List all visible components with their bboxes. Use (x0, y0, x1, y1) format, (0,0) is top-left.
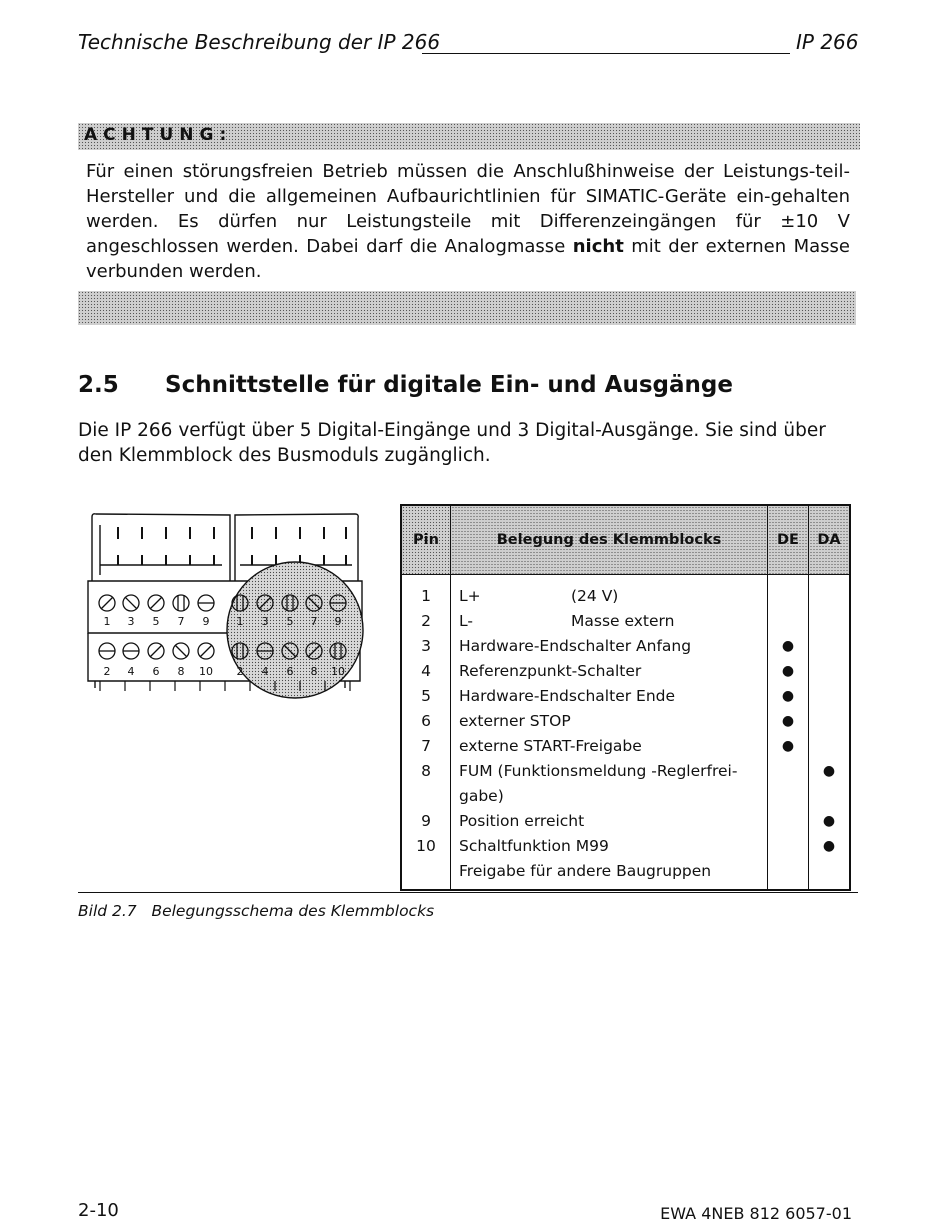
da-marker (809, 858, 851, 890)
pin-function: externer STOP (451, 708, 768, 733)
pin-function: Hardware-Endschalter Ende (451, 683, 768, 708)
pin-number: 9 (401, 808, 451, 833)
pin-number: 7 (401, 733, 451, 758)
figure-caption (78, 902, 434, 920)
terminal-label-bottom: 10 (199, 665, 213, 678)
section-title: Schnittstelle für digitale Ein- und Ausgänge (165, 372, 733, 398)
note-label: ACHTUNG: (84, 125, 233, 145)
table-row (401, 783, 850, 808)
note-text-part-a: Für einen störungsfreien Betrieb müssen die Anschlußhinweise der Leistungs-teil-Hersteller und die allgemeinen Aufbaurichtlinien für SIMATIC-Geräte ein-gehalten werden. Es dürfen nur Leistungsteile mit Differenzeingängen für ±10 V angeschlossen werden. Dabei darf die Analogmasse (86, 161, 850, 257)
table-row (401, 808, 850, 833)
terminal-block-drawing (80, 505, 375, 705)
table-row (401, 708, 850, 733)
pin-function-text: L- (459, 611, 473, 630)
terminal-label-top: 1 (236, 615, 244, 628)
pin-number: 5 (401, 683, 451, 708)
de-marker: ● (768, 658, 809, 683)
de-marker (768, 783, 809, 808)
terminal-label-top: 5 (286, 615, 294, 628)
terminal-label-top: 3 (261, 615, 269, 628)
note-text-emphasis: nicht (572, 236, 624, 257)
table-row (401, 575, 850, 609)
figure-caption-text: Belegungsschema des Klemmblocks (151, 902, 435, 920)
pin-number: 10 (401, 833, 451, 858)
running-header-title: Technische Beschreibung der IP 266 (78, 30, 441, 54)
pin-number (401, 783, 451, 808)
table-body (401, 575, 850, 891)
document-id: EWA 4NEB 812 6057-01 (660, 1204, 852, 1223)
terminal-label-top: 1 (103, 615, 111, 628)
pin-function: Position erreicht (451, 808, 768, 833)
table-row (401, 633, 850, 658)
note-label-bar (78, 123, 860, 150)
da-marker (809, 708, 851, 733)
de-marker: ● (768, 708, 809, 733)
terminal-label-bottom: 10 (331, 665, 345, 678)
de-marker (768, 758, 809, 783)
table-header-belegung: Belegung des Klemmblocks (451, 505, 768, 575)
pin-function: Referenzpunkt-Schalter (451, 658, 768, 683)
terminal-label-bottom: 6 (152, 665, 160, 678)
terminal-label-bottom: 4 (127, 665, 135, 678)
pin-assignment-table (400, 504, 851, 891)
de-marker: ● (768, 683, 809, 708)
terminal-label-top: 5 (152, 615, 160, 628)
pin-function: Schaltfunktion M99 (451, 833, 768, 858)
table-row (401, 683, 850, 708)
da-marker (809, 783, 851, 808)
pin-function (451, 608, 768, 633)
da-marker: ● (822, 837, 836, 854)
pin-number: 4 (401, 658, 451, 683)
de-marker: ● (768, 633, 809, 658)
pin-function: Freigabe für andere Baugruppen (451, 858, 768, 890)
de-marker (768, 608, 809, 633)
da-marker (809, 608, 851, 633)
table-row (401, 733, 850, 758)
note-text-part-b: mit der externen Masse verbunden werden. (86, 236, 850, 282)
pin-number: 6 (401, 708, 451, 733)
da-marker: ● (822, 812, 836, 829)
table-row (401, 858, 850, 890)
de-marker (768, 575, 809, 609)
de-marker: ● (768, 733, 809, 758)
table-row (401, 608, 850, 633)
da-marker (809, 683, 851, 708)
terminal-label-bottom: 8 (177, 665, 185, 678)
pin-function-detail: (24 V) (571, 586, 619, 605)
table-row (401, 658, 850, 683)
pin-function-text: L+ (459, 586, 481, 605)
header-rule (422, 53, 790, 54)
da-marker: ● (822, 762, 836, 779)
terminal-label-top: 7 (310, 615, 318, 628)
figure-caption-number: Bild 2.7 (78, 902, 137, 920)
pin-function: gabe) (451, 783, 768, 808)
pin-function-detail: Masse extern (571, 611, 675, 630)
de-marker (768, 808, 809, 833)
pin-number: 3 (401, 633, 451, 658)
pin-number: 8 (401, 758, 451, 783)
pin-number (401, 858, 451, 890)
terminal-label-bottom: 4 (261, 665, 269, 678)
terminal-label-bottom: 8 (310, 665, 318, 678)
table-header-da: DA (809, 505, 851, 575)
page-number: 2-10 (78, 1200, 119, 1221)
terminal-label-top: 3 (127, 615, 135, 628)
pin-function (451, 575, 768, 609)
pin-number: 1 (401, 575, 451, 609)
de-marker (768, 858, 809, 890)
terminal-label-bottom: 2 (103, 665, 111, 678)
pin-function: FUM (Funktionsmeldung -Reglerfrei- (451, 758, 768, 783)
table-row (401, 833, 850, 858)
section-number: 2.5 (78, 372, 119, 398)
terminal-label-top: 9 (334, 615, 342, 628)
pin-function: externe START-Freigabe (451, 733, 768, 758)
section-paragraph: Die IP 266 verfügt über 5 Digital-Eingänge und 3 Digital-Ausgänge. Sie sind über den Klemmblock des Busmoduls zugänglich. (78, 420, 826, 466)
terminal-label-top: 9 (202, 615, 210, 628)
pin-function: Hardware-Endschalter Anfang (451, 633, 768, 658)
da-marker (809, 633, 851, 658)
note-text (86, 159, 850, 284)
table-row (401, 758, 850, 783)
de-marker (768, 833, 809, 858)
table-header-de: DE (768, 505, 809, 575)
terminal-label-top: 7 (177, 615, 185, 628)
terminal-label-bottom: 2 (236, 665, 244, 678)
terminal-label-bottom: 6 (286, 665, 294, 678)
figure-rule (78, 892, 858, 893)
running-header-product: IP 266 (796, 30, 859, 54)
da-marker (809, 575, 851, 609)
pin-number: 2 (401, 608, 451, 633)
table-header-pin: Pin (401, 505, 451, 575)
da-marker (809, 658, 851, 683)
da-marker (809, 733, 851, 758)
note-bottom-bar (78, 291, 856, 325)
